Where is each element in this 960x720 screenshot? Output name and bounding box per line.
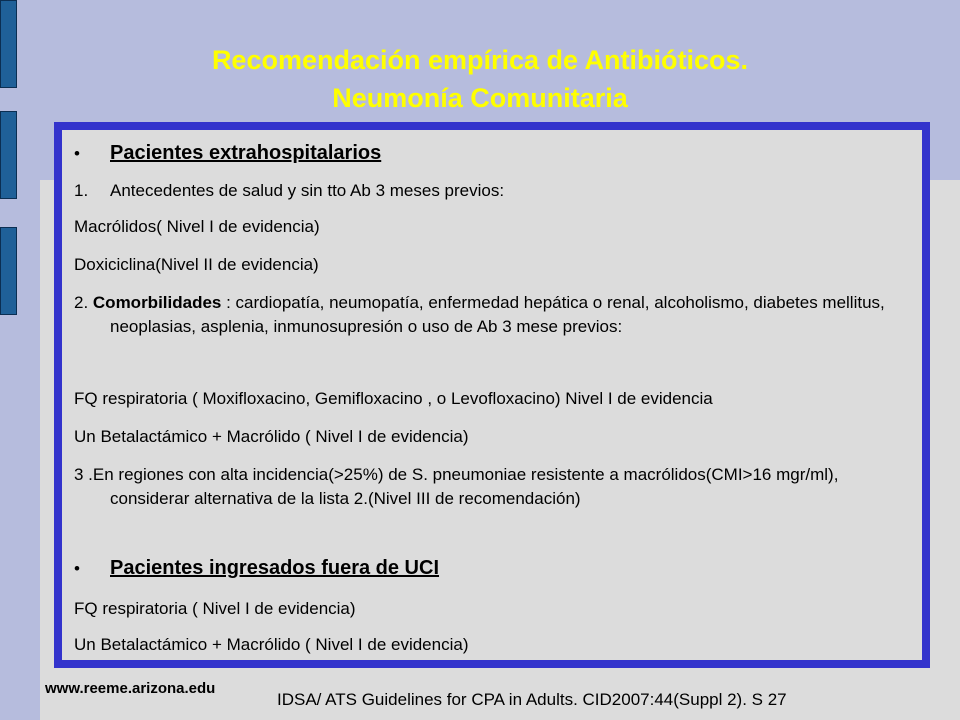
- bullet: •: [74, 559, 80, 578]
- content-box: [54, 122, 930, 668]
- heading-text: Pacientes ingresados fuera de UCI: [110, 557, 440, 579]
- section-heading-ingresados: [74, 556, 912, 581]
- item-number: 1.: [74, 181, 89, 200]
- text-betalactamico-1: Un Betalactámico + Macrólido ( Nivel I de evidencia): [74, 427, 469, 446]
- item-text: : cardiopatía, neumopatía, enfermedad hepática o renal, alcoholismo, diabetes mellitus, neoplasias, asplenia, inmunosupresión o uso de Ab 3 mese previos:: [110, 293, 885, 336]
- list-item-1: [74, 179, 912, 203]
- text-fq-respiratoria-1: FQ respiratoria ( Moxifloxacino, Gemifloxacino , o Levofloxacino) Nivel I de evidencia: [74, 389, 713, 408]
- slide-title-line-1: Recomendación empírica de Antibióticos.: [211, 45, 749, 75]
- text-fq-respiratoria-2: FQ respiratoria ( Nivel I de evidencia): [74, 599, 356, 618]
- footer-citation: IDSA/ ATS Guidelines for CPA in Adults. CID2007:44(Suppl 2). S 27: [277, 690, 787, 709]
- list-item-2: [74, 291, 912, 339]
- item-text: Antecedentes de salud y sin tto Ab 3 meses previos:: [110, 181, 505, 200]
- footer-website: www.reeme.arizona.edu: [45, 680, 216, 697]
- text-doxiciclina: Doxiciclina(Nivel II de evidencia): [74, 255, 319, 274]
- bullet: •: [74, 144, 80, 163]
- heading-text: Pacientes extrahospitalarios: [110, 142, 382, 164]
- item-prefix: 2.: [74, 293, 93, 312]
- item-bold: Comorbilidades: [92, 293, 222, 312]
- side-tab-2: [0, 111, 17, 199]
- side-tab-3: [0, 227, 17, 315]
- text-betalactamico-2: Un Betalactámico + Macrólido ( Nivel I de evidencia): [74, 635, 469, 654]
- list-item-3: 3 .En regiones con alta incidencia(>25%) de S. pneumoniae resistente a macrólidos(CMI>16 mgr/ml), considerar alternativa de la lista 2.(Nivel III de recomendación): [74, 465, 839, 508]
- section-heading-extrahospitalarios: [74, 141, 912, 166]
- text-macrolidos: Macrólidos( Nivel I de evidencia): [74, 217, 320, 236]
- slide-title-line-2: Neumonía Comunitaria: [332, 83, 628, 113]
